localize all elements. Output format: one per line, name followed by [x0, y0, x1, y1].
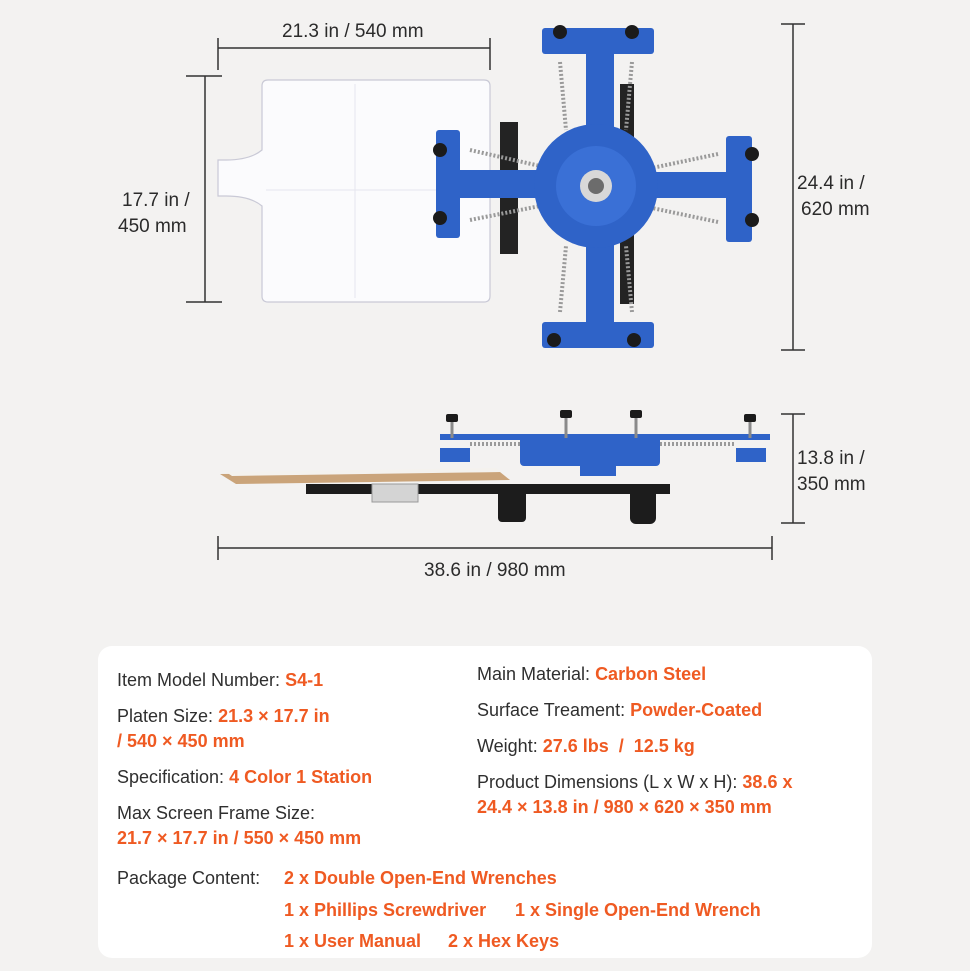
platen-height-label-line1: 17.7 in / [122, 190, 190, 211]
side-height-label-line2: 350 mm [797, 474, 866, 495]
rotary-head-side [520, 436, 660, 466]
package-item: 2 x Double Open-End Wrenches [284, 868, 557, 888]
package-item: 1 x User Manual [284, 931, 422, 951]
side-length-dimension-line [218, 536, 772, 560]
spec-model-value: S4-1 [285, 670, 324, 690]
spec-platen-value-line2: / 540 × 450 mm [117, 731, 245, 751]
spec-platen-value-line1: 21.3 × 17.7 in [218, 706, 330, 726]
spec-max-frame-value: 21.7 × 17.7 in / 550 × 450 mm [117, 828, 362, 848]
package-item-wrap-5 [448, 929, 559, 954]
spec-max-frame-value-wrap [117, 826, 361, 851]
package-item: 1 x Phillips Screwdriver [284, 900, 487, 920]
spec-product-dims-value-line1: 38.6 x [742, 772, 793, 792]
spec-product-dims-line2-wrap [477, 795, 772, 820]
top-depth-label-line2: 620 mm [801, 199, 870, 220]
spec-weight: Weight: 27.6 lbs / 12.5 kg [477, 736, 695, 756]
top-width-label: 21.3 in / 540 mm [282, 21, 424, 42]
spec-package: Package Content: [117, 868, 261, 888]
spec-material: Main Material: Carbon Steel [477, 664, 707, 684]
package-item-wrap-4 [284, 929, 421, 954]
platen-bracket [372, 484, 418, 502]
spec-card [98, 646, 872, 958]
package-item-wrap-1 [284, 866, 557, 891]
spec-specification: Specification: 4 Color 1 Station [117, 767, 373, 787]
spec-platen-line2-wrap [117, 729, 245, 754]
spec-platen: Platen Size: 21.3 × 17.7 in [117, 706, 330, 726]
spec-model: Item Model Number: S4-1 [117, 670, 324, 690]
spec-product-dims: Product Dimensions (L x W x H): 38.6 x [477, 772, 793, 792]
package-item: 1 x Single Open-End Wrench [515, 900, 761, 920]
spec-specification-value: 4 Color 1 Station [229, 767, 373, 787]
top-depth-label-line1: 24.4 in / [797, 173, 865, 194]
spec-surface-value: Powder-Coated [630, 700, 763, 720]
spec-max-frame: Max Screen Frame Size: [117, 803, 316, 823]
platen-height-dimension-line [186, 76, 222, 302]
spec-product-dims-value-line2: 24.4 × 13.8 in / 980 × 620 × 350 mm [477, 797, 772, 817]
spec-weight-value: 27.6 lbs / 12.5 kg [542, 736, 695, 756]
spec-material-value: Carbon Steel [595, 664, 707, 684]
spec-surface: Surface Treament: Powder-Coated [477, 700, 763, 720]
package-item-wrap-3 [515, 898, 761, 923]
package-item-wrap-2 [284, 898, 486, 923]
side-height-label-line1: 13.8 in / [797, 448, 865, 469]
package-item: 2 x Hex Keys [448, 931, 560, 951]
side-length-label: 38.6 in / 980 mm [424, 560, 566, 581]
platen-height-label-line2: 450 mm [118, 216, 187, 237]
